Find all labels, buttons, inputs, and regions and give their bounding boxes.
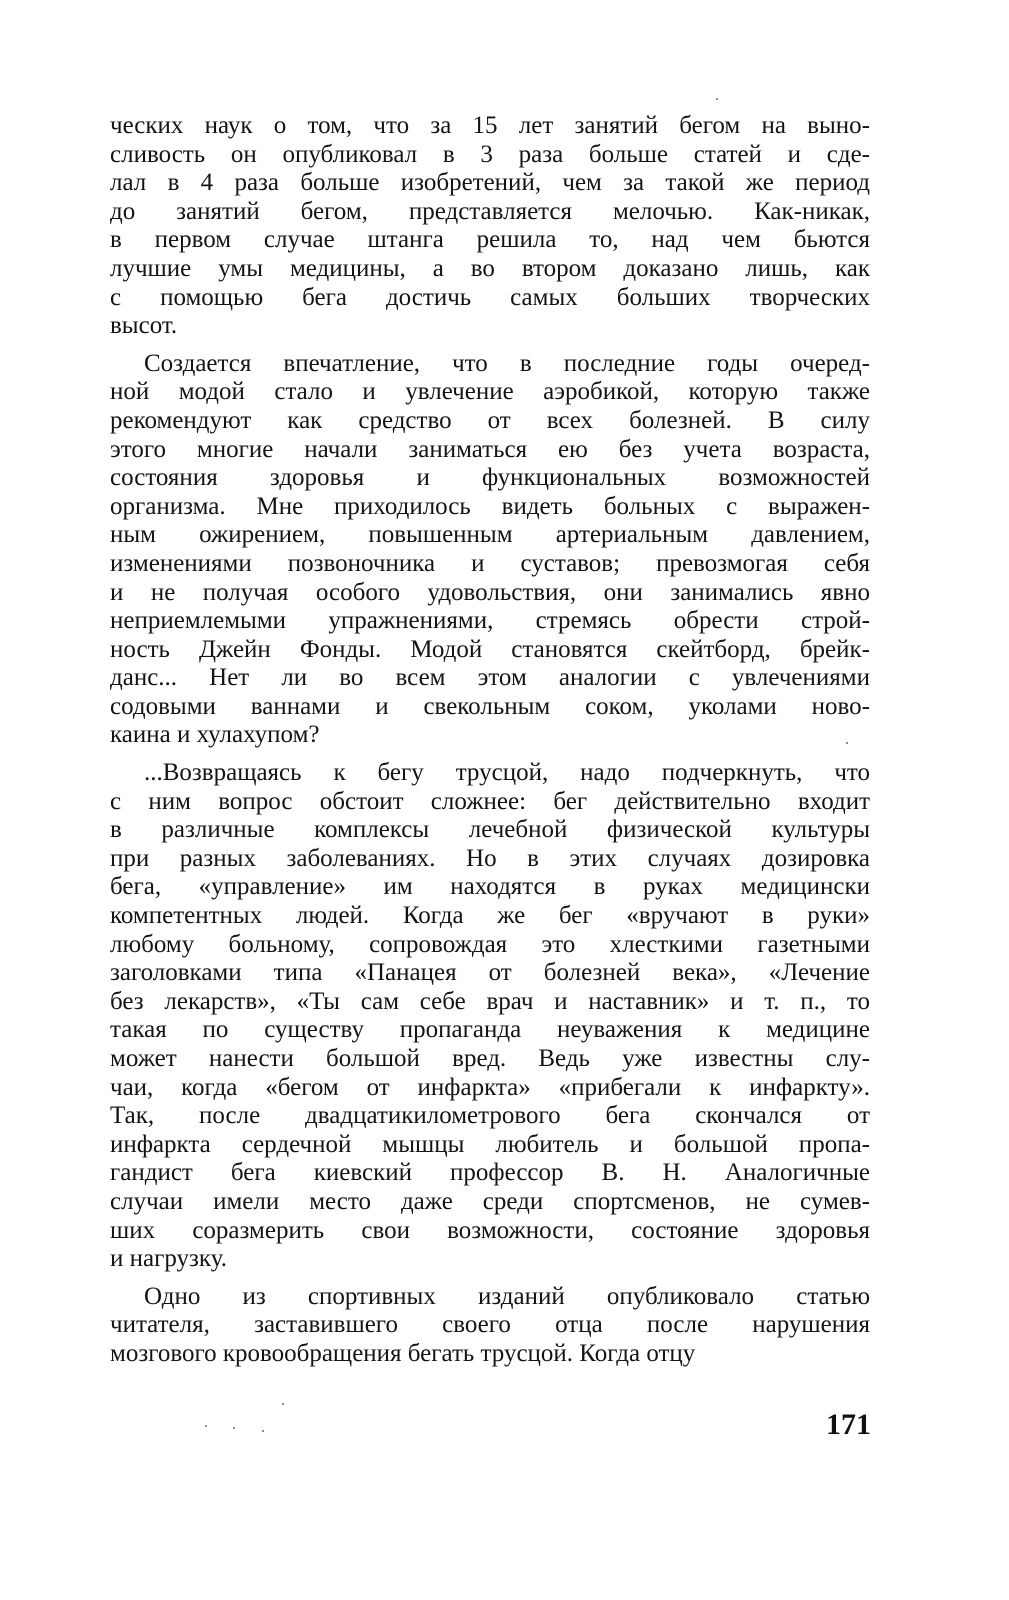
text-line: чаи, когда «бегом от инфаркта» «прибегали к инфаркту». xyxy=(110,1073,870,1101)
text-line: лучшие умы медицины, а во втором доказано лишь, как xyxy=(110,254,870,282)
text-line: может нанести большой вред. Ведь уже известны слу- xyxy=(110,1045,870,1072)
paragraph xyxy=(110,1283,870,1369)
text-line: высот. xyxy=(110,312,178,340)
scan-speck xyxy=(282,1403,284,1405)
text-line: компетентных людей. Когда же бег «вручают в руки» xyxy=(110,902,870,930)
text-line: Создается впечатление, что в последние годы очеред- xyxy=(144,349,870,377)
paragraph xyxy=(110,350,870,750)
text-line: и не получая особого удовольствия, они занимались явно xyxy=(110,578,870,606)
text-line: состояния здоровья и функциональных возможностей xyxy=(110,464,870,492)
text-line: в первом случае штанга решила то, над чем бьются xyxy=(110,226,870,254)
text-line: сливость он опубликовал в 3 раза больше статей и сде- xyxy=(110,140,870,168)
text-line: этого многие начали заниматься ею без учета возраста, xyxy=(110,435,870,463)
text-line: каина и хулахупом? xyxy=(110,721,320,749)
text-line: такая по существу пропаганда неуважения к медицине xyxy=(110,1016,870,1044)
text-line: рекомендуют как средство от всех болезней. В силу xyxy=(110,406,870,434)
text-line: при разных заболеваниях. Но в этих случаях дозировка xyxy=(110,844,870,872)
scan-speck xyxy=(716,98,718,100)
text-line: без лекарств», «Ты сам себе врач и наставник» и т. п., то xyxy=(110,987,870,1015)
text-line: бега, «управление» им находятся в руках медицински xyxy=(110,873,870,901)
text-line: ным ожирением, повышенным артериальным давлением, xyxy=(110,521,870,549)
text-line: неприемлемыми упражнениями, стремясь обрести строй- xyxy=(110,607,870,635)
scan-speck xyxy=(846,742,848,744)
text-line: содовыми ваннами и свекольным соком, уколами ново- xyxy=(110,692,870,720)
text-line: и нагрузку. xyxy=(110,1245,227,1273)
text-line: с ним вопрос обстоит сложнее: бег действительно входит xyxy=(110,787,870,815)
text-line: ческих наук о том, что за 15 лет занятий бегом на выно- xyxy=(110,112,870,139)
text-line: заголовками типа «Панацея от болезней века», «Лечение xyxy=(110,959,870,987)
scan-speck xyxy=(205,1425,207,1427)
paragraph xyxy=(110,759,870,1274)
text-line: данс... Нет ли во всем этом аналогии с увлечениями xyxy=(110,664,870,692)
text-line: ...Возвращаясь к бегу трусцой, надо подчеркнуть, что xyxy=(144,759,870,787)
text-line: организма. Мне приходилось видеть больных с выражен- xyxy=(110,492,870,520)
scan-speck xyxy=(262,1430,264,1432)
body-text xyxy=(110,112,870,1369)
page-number: 171 xyxy=(826,1408,871,1441)
scan-speck xyxy=(233,1427,235,1429)
text-line: гандист бега киевский профессор В. Н. Аналогичные xyxy=(110,1159,870,1187)
text-line: инфаркта сердечной мышцы любитель и большой пропа- xyxy=(110,1130,870,1158)
text-line: лал в 4 раза больше изобретений, чем за такой же период xyxy=(110,169,870,197)
text-line: в различные комплексы лечебной физической культуры xyxy=(110,816,870,844)
text-line: ной модой стало и увлечение аэробикой, которую также xyxy=(110,378,870,406)
text-line: ших соразмерить свои возможности, состояние здоровья xyxy=(110,1216,870,1244)
text-line: до занятий бегом, представляется мелочью. Как-никак, xyxy=(110,197,870,225)
text-line: ность Джейн Фонды. Модой становятся скейтборд, брейк- xyxy=(110,635,870,663)
text-line: любому больному, сопровождая это хлесткими газетными xyxy=(110,930,870,958)
text-line: Так, после двадцатикилометрового бега скончался от xyxy=(110,1102,870,1130)
text-line: мозгового кровообращения бегать трусцой. Когда отцу xyxy=(110,1339,696,1367)
text-line: изменениями позвоночника и суставов; превозмогая себя xyxy=(110,549,870,577)
text-line: читателя, заставившего своего отца после нарушения xyxy=(110,1311,870,1339)
text-line: случаи имели место даже среди спортсменов, не сумев- xyxy=(110,1187,870,1215)
paragraph xyxy=(110,112,870,341)
text-line: с помощью бега достичь самых больших творческих xyxy=(110,283,870,311)
text-line: Одно из спортивных изданий опубликовало статью xyxy=(144,1282,870,1310)
